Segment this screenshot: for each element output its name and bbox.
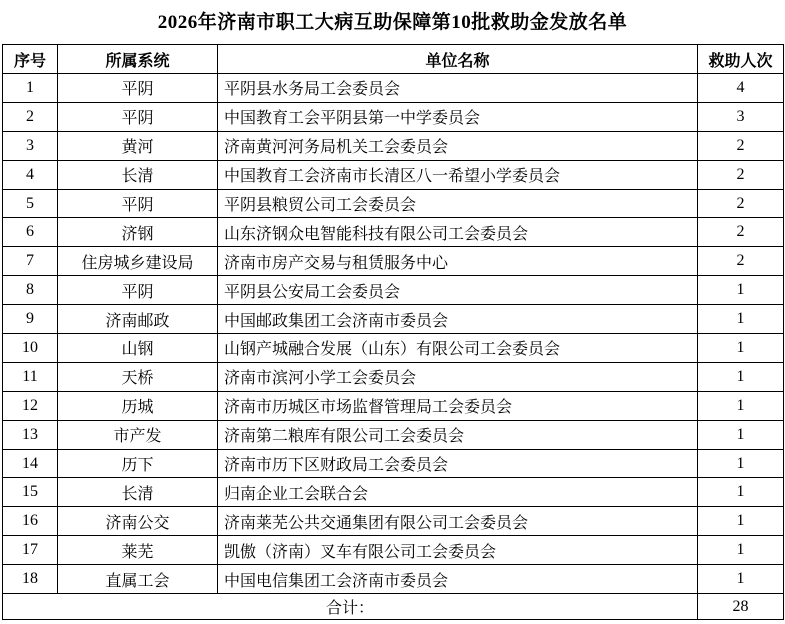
- row-unit: 中国教育工会济南市长清区八一希望小学委员会: [218, 160, 698, 189]
- row-unit: 济南市历下区财政局工会委员会: [218, 449, 698, 478]
- table-row: [3, 276, 784, 305]
- row-no: 14: [3, 449, 58, 478]
- row-system: 黄河: [58, 131, 218, 160]
- row-count: 2: [698, 218, 784, 247]
- row-count: 2: [698, 247, 784, 276]
- row-no: 15: [3, 478, 58, 507]
- row-no: 12: [3, 391, 58, 420]
- row-system: 历城: [58, 391, 218, 420]
- row-no: 16: [3, 507, 58, 536]
- row-count: 1: [698, 391, 784, 420]
- row-unit: 济南莱芜公共交通集团有限公司工会委员会: [218, 507, 698, 536]
- row-count: 1: [698, 565, 784, 594]
- row-no: 1: [3, 74, 58, 103]
- table-row: [3, 391, 784, 420]
- total-label: 合计：: [3, 594, 698, 620]
- row-system: 平阴: [58, 276, 218, 305]
- row-count: 1: [698, 305, 784, 334]
- table-row: [3, 131, 784, 160]
- row-system: 莱芜: [58, 536, 218, 565]
- row-system: 平阴: [58, 74, 218, 103]
- row-system: 济钢: [58, 218, 218, 247]
- row-system: 平阴: [58, 102, 218, 131]
- table-row: [3, 449, 784, 478]
- row-system: 济南邮政: [58, 305, 218, 334]
- table-row: [3, 420, 784, 449]
- row-count: 1: [698, 362, 784, 391]
- row-count: 1: [698, 449, 784, 478]
- table-row: [3, 189, 784, 218]
- row-system: 平阴: [58, 189, 218, 218]
- page-title: 2026年济南市职工大病互助保障第10批救助金发放名单: [157, 12, 628, 33]
- row-no: 5: [3, 189, 58, 218]
- row-no: 18: [3, 565, 58, 594]
- row-no: 3: [3, 131, 58, 160]
- row-no: 13: [3, 420, 58, 449]
- total-row: [3, 594, 784, 620]
- column-header-unit: 单位名称: [218, 45, 698, 74]
- table-row: [3, 218, 784, 247]
- row-unit: 济南市房产交易与租赁服务中心: [218, 247, 698, 276]
- row-unit: 济南黄河河务局机关工会委员会: [218, 131, 698, 160]
- row-count: 2: [698, 131, 784, 160]
- row-no: 8: [3, 276, 58, 305]
- table-row: [3, 160, 784, 189]
- row-unit: 平阴县水务局工会委员会: [218, 74, 698, 103]
- row-unit: 中国邮政集团工会济南市委员会: [218, 305, 698, 334]
- row-unit: 凯傲（济南）叉车有限公司工会委员会: [218, 536, 698, 565]
- table-row: [3, 74, 784, 103]
- table-row: [3, 362, 784, 391]
- total-value: 28: [698, 594, 784, 620]
- row-unit: 平阴县粮贸公司工会委员会: [218, 189, 698, 218]
- table-row: [3, 334, 784, 363]
- row-no: 9: [3, 305, 58, 334]
- row-count: 1: [698, 420, 784, 449]
- column-header-system: 所属系统: [58, 45, 218, 74]
- aid-distribution-table: [2, 44, 784, 620]
- table-row: [3, 247, 784, 276]
- column-header-count: 救助人次: [698, 45, 784, 74]
- row-no: 6: [3, 218, 58, 247]
- row-count: 3: [698, 102, 784, 131]
- header-row: [3, 45, 784, 74]
- row-system: 天桥: [58, 362, 218, 391]
- row-system: 山钢: [58, 334, 218, 363]
- row-unit: 中国电信集团工会济南市委员会: [218, 565, 698, 594]
- row-system: 住房城乡建设局: [58, 247, 218, 276]
- table-row: [3, 478, 784, 507]
- row-count: 1: [698, 536, 784, 565]
- row-count: 2: [698, 189, 784, 218]
- row-count: 1: [698, 478, 784, 507]
- table-row: [3, 305, 784, 334]
- row-count: 1: [698, 334, 784, 363]
- column-header-no: 序号: [3, 45, 58, 74]
- row-count: 1: [698, 507, 784, 536]
- table-row: [3, 102, 784, 131]
- row-unit: 济南市滨河小学工会委员会: [218, 362, 698, 391]
- row-no: 4: [3, 160, 58, 189]
- row-unit: 中国教育工会平阴县第一中学委员会: [218, 102, 698, 131]
- row-system: 济南公交: [58, 507, 218, 536]
- row-no: 11: [3, 362, 58, 391]
- row-unit: 济南市历城区市场监督管理局工会委员会: [218, 391, 698, 420]
- row-system: 市产发: [58, 420, 218, 449]
- row-system: 长清: [58, 478, 218, 507]
- row-system: 直属工会: [58, 565, 218, 594]
- row-no: 10: [3, 334, 58, 363]
- row-no: 7: [3, 247, 58, 276]
- row-unit: 归南企业工会联合会: [218, 478, 698, 507]
- row-count: 4: [698, 74, 784, 103]
- row-count: 2: [698, 160, 784, 189]
- table-row: [3, 536, 784, 565]
- row-unit: 山钢产城融合发展（山东）有限公司工会委员会: [218, 334, 698, 363]
- row-unit: 平阴县公安局工会委员会: [218, 276, 698, 305]
- row-system: 长清: [58, 160, 218, 189]
- table-row: [3, 507, 784, 536]
- row-no: 17: [3, 536, 58, 565]
- row-count: 1: [698, 276, 784, 305]
- row-unit: 山东济钢众电智能科技有限公司工会委员会: [218, 218, 698, 247]
- table-row: [3, 565, 784, 594]
- row-no: 2: [3, 102, 58, 131]
- row-unit: 济南第二粮库有限公司工会委员会: [218, 420, 698, 449]
- row-system: 历下: [58, 449, 218, 478]
